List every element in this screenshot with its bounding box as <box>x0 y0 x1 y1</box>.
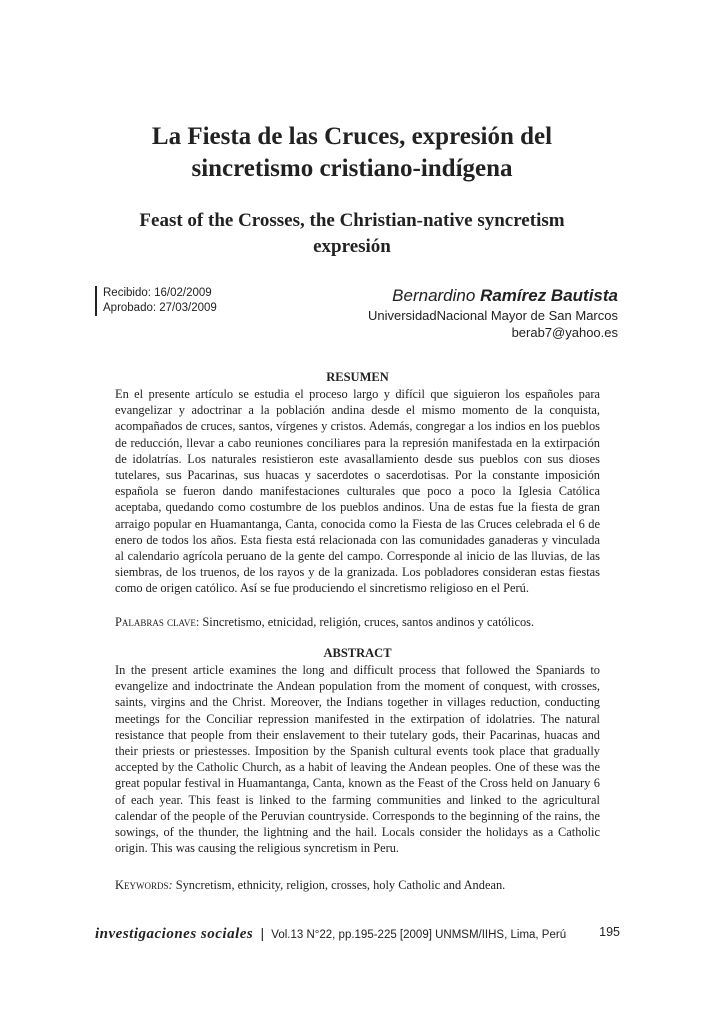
page-number: 195 <box>599 925 620 939</box>
author-name <box>368 285 618 307</box>
received-date: Recibido: 16/02/2009 <box>103 287 212 299</box>
title-line-1: La Fiesta de las Cruces, expresión del <box>151 123 553 150</box>
abstract-keywords-list: Syncretism, ethnicity, religion, crosses, holy Catholic and Andean. <box>175 878 506 892</box>
page-footer <box>95 925 620 945</box>
resumen-keywords <box>115 614 600 630</box>
approved-date: Aprobado: 27/03/2009 <box>103 302 217 314</box>
abstract-heading: ABSTRACT <box>323 646 392 660</box>
title-line-2: sincretismo cristiano-indígena <box>191 155 513 182</box>
resumen-keywords-label: Palabras clave: <box>115 615 200 629</box>
author-first-name: Bernardino <box>392 286 476 305</box>
footer-separator: | <box>260 925 265 941</box>
subtitle-line-1: Feast of the Crosses, the Christian-native syncretism <box>139 210 565 231</box>
resumen-text: En el presente artículo se estudia el proceso largo y difícil que siguieron los españoles para evangelizar y adoctrinar a la población andina desde el mismo momento de la conquista, acompañados de cruces, santos, vírgenes y cristos. Además, congregar a los indios en los pueblos de reducción, llevar a cabo reuniones conciliares para la represión manifestada en la extirpación de idolatrías. Los naturales resistieron este avasallamiento desde sus pueblos con sus dioses tutelares, sus Pacarinas, sus huacas y sacerdotes o sacerdotisas. Por la constante imposición española se fueron dando manifestaciones culturales que poco a poco la Iglesia Católica aceptaba, quedando como costumbre de los pueblos andinos. Una de estas fue la fiesta de gran arraigo popular en Huamantanga, Canta, conocida como la Fiesta de las Cruces celebrada el 6 de enero de todos los años. Esta fiesta está relacionada con las comunidades ganaderas y vinculada al calendario agrícola peruano de la gente del campo. Corresponde al inicio de las lluvias, de las siembras, de los truenos, de los rayos y de la granizada. Los pobladores consideran estas fiestas como de origen católico. Así se fue produciendo el sincretismo religioso en el Perú. <box>115 387 600 596</box>
article-subtitle-english <box>100 208 604 260</box>
abstract-text: In the present article examines the long and difficult process that followed the Spaniards to evangelize and indoctrinate the Andean population from the moment of conquest, with crosses, saints, virgins and the Christ. Moreover, the Indians together in villages reduction, conducting meetings for the Conciliar repression manifested in the extirpation of idolatries. The natural resistance that people from their enslavement to their tutelary gods, their Pacarinas, huacas and their priests or priestesses. Imposition by the Spanish cultural events took place that gradually accepted by the Catholic Church, as a habit of leaving the Andean peoples. One of these was the great popular festival in Huamantanga, Canta, known as the Feast of the Cross held on January 6 of each year. This feast is linked to the farming communities and linked to the agricultural calendar of the people of the Peruvian countryside. Corresponds to the beginning of the rains, the sowings, of the thunder, the lightning and the hail. Locals consider the holidays as a Catholic origin. This was causing the religious syncretism in Peru. <box>115 663 600 856</box>
journal-citation: Vol.13 N°22, pp.195-225 [2009] UNMSM/IIHS, Lima, Perú <box>271 929 567 941</box>
resumen-heading: RESUMEN <box>326 370 389 384</box>
author-block <box>368 285 618 341</box>
resumen-keywords-list: Sincretismo, etnicidad, religión, cruces, santos andinos y católicos. <box>202 615 535 629</box>
abstract-keywords-separator: : <box>168 878 176 892</box>
submission-dates <box>95 286 217 316</box>
subtitle-line-2: expresión <box>313 236 391 257</box>
author-last-name: Ramírez Bautista <box>480 286 618 305</box>
author-affiliation: UniversidadNacional Mayor de San Marcos <box>367 308 618 323</box>
author-email: berab7@yahoo.es <box>511 325 618 340</box>
journal-name: investigaciones sociales <box>95 926 254 942</box>
abstract-keywords <box>115 877 600 893</box>
abstract-keywords-label: Keywords <box>115 878 169 892</box>
article-title <box>100 121 604 185</box>
